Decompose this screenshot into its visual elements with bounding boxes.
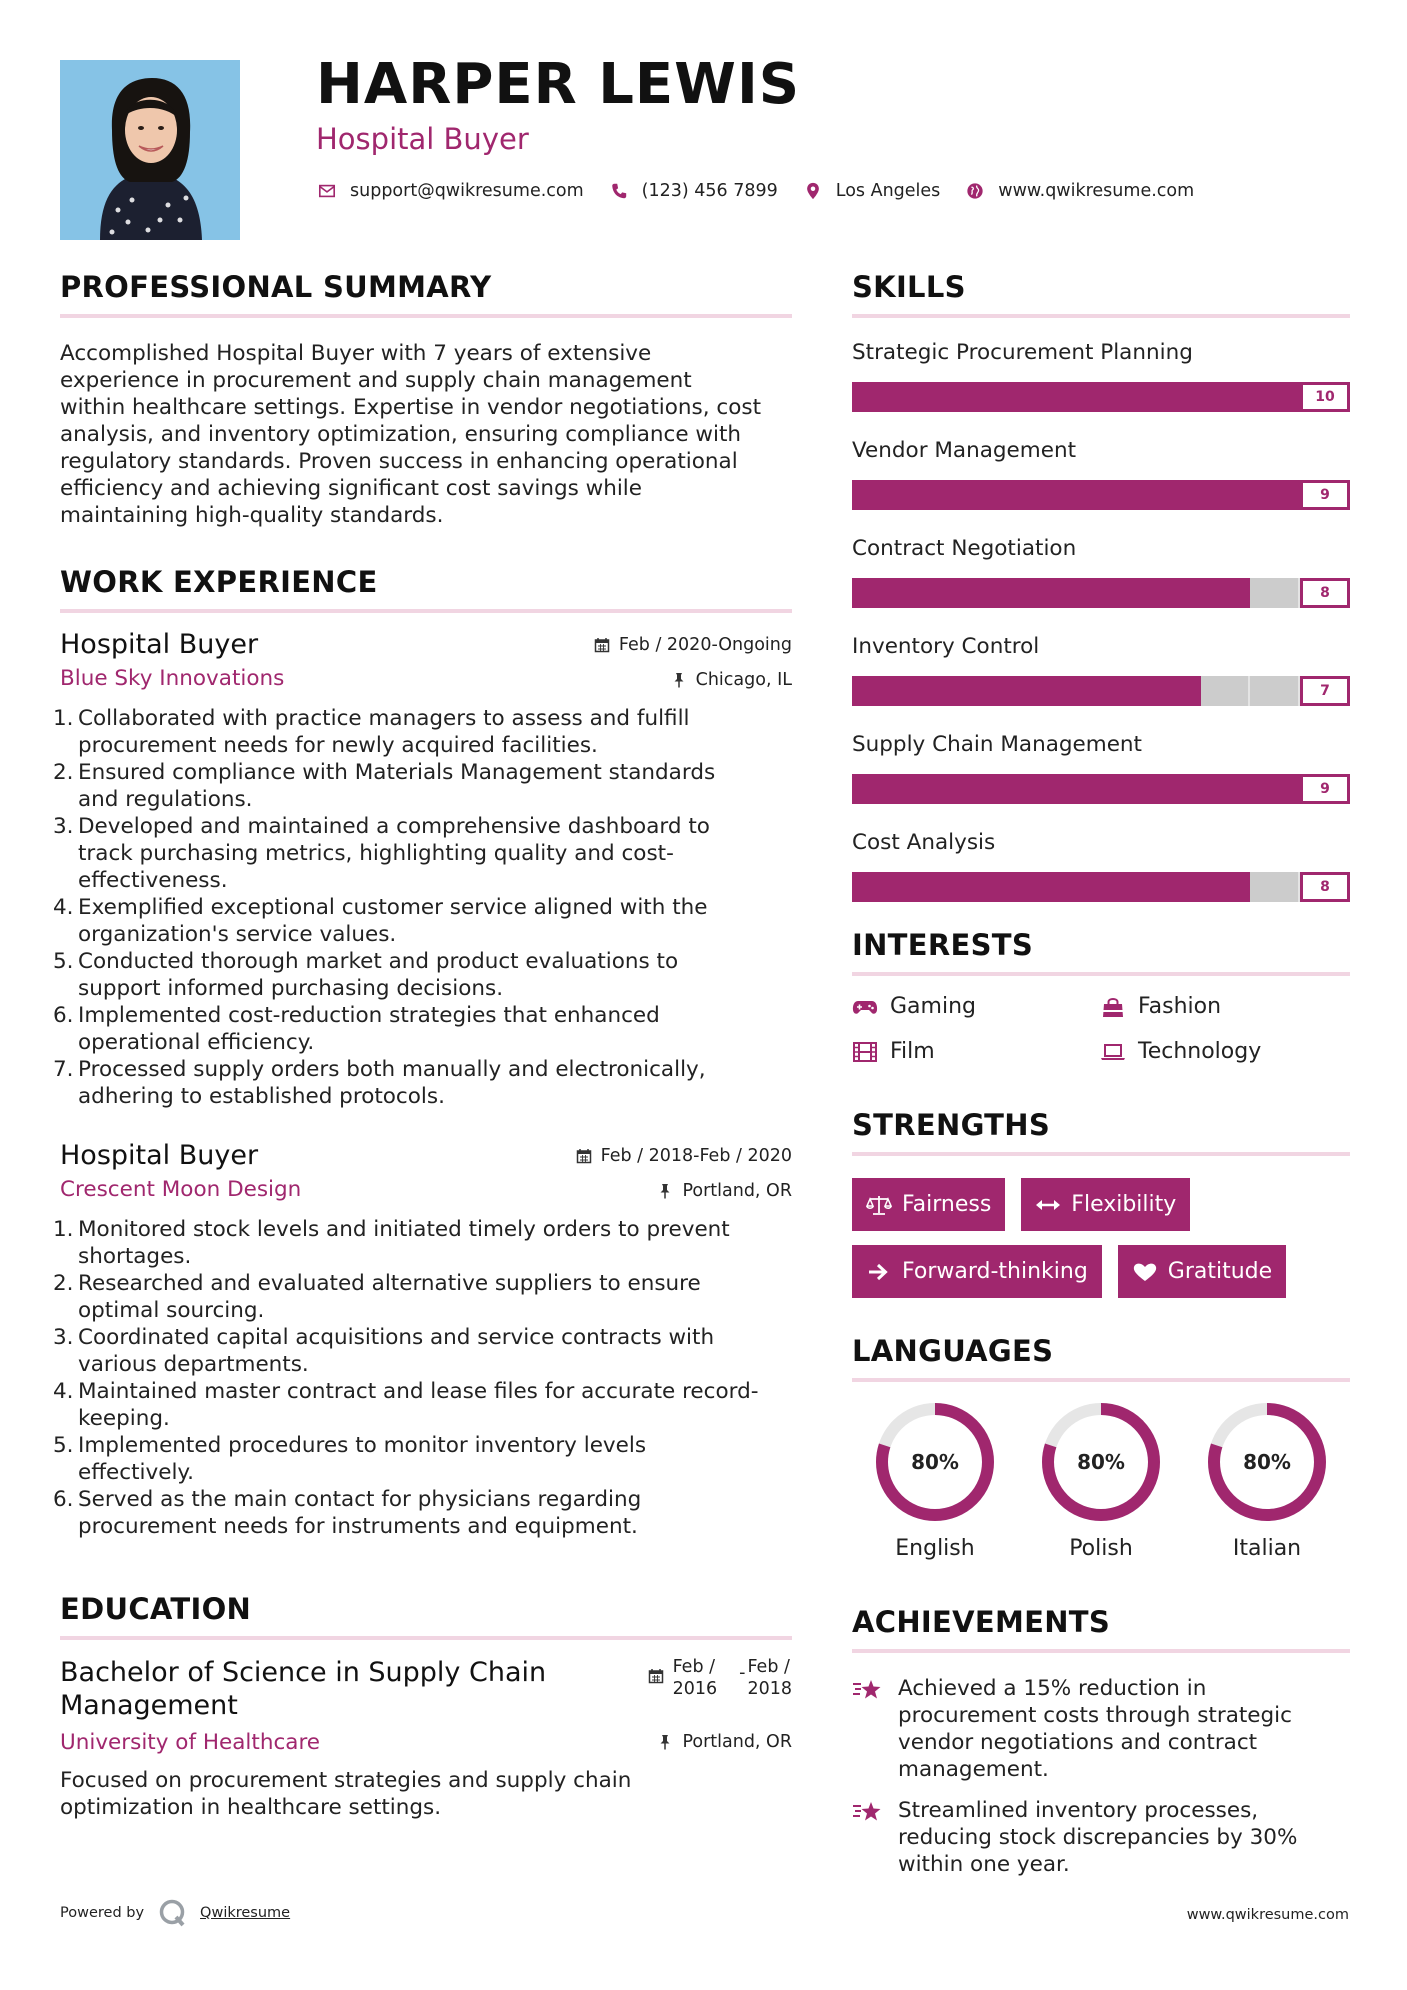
language-name: Italian <box>1232 1536 1302 1561</box>
left-column <box>53 270 792 1821</box>
job-title: Hospital Buyer <box>60 1140 259 1171</box>
company-name: Blue Sky Innovations <box>60 666 285 691</box>
school-name: University of Healthcare <box>60 1730 321 1755</box>
date-separator: - <box>739 1663 746 1683</box>
degree-line: Management <box>60 1690 238 1721</box>
job-location-text: Portland, OR <box>682 1181 792 1201</box>
skill-bar <box>852 774 1350 804</box>
job-date <box>594 635 792 655</box>
bullet-line: Served as the main contact for physicians regarding <box>78 1487 642 1512</box>
skill-name: Supply Chain Management <box>852 732 1142 757</box>
summary-line: within healthcare settings. Expertise in vendor negotiations, cost <box>60 395 762 420</box>
language-item <box>1184 1400 1350 1561</box>
right-column <box>852 270 1350 1878</box>
description-line: Focused on procurement strategies and supply chain <box>60 1768 632 1793</box>
balance-scale-icon <box>866 1194 892 1216</box>
list-number: 5. <box>53 949 74 974</box>
email-text: support@qwikresume.com <box>350 181 584 201</box>
bullet-line: Exemplified exceptional customer service aligned with the <box>78 895 708 920</box>
list-number: 4. <box>53 895 74 920</box>
contact-website[interactable] <box>964 180 1194 202</box>
summary-line: Accomplished Hospital Buyer with 7 years of extensive <box>60 341 652 366</box>
language-percent: 80% <box>1243 1450 1291 1474</box>
list-item <box>53 948 792 1002</box>
calendar-icon <box>576 1148 592 1164</box>
strength-label: Forward-thinking <box>902 1259 1088 1284</box>
skill-score: 8 <box>1300 872 1350 902</box>
bullet-line: effectiveness. <box>78 868 228 893</box>
strength-label: Flexibility <box>1071 1192 1177 1217</box>
film-icon <box>852 1041 878 1063</box>
achievements-heading: ACHIEVEMENTS <box>852 1605 1350 1653</box>
interest-label: Technology <box>1138 1039 1262 1064</box>
list-item <box>53 1056 792 1110</box>
bullet-line: Implemented cost-reduction strategies that enhanced <box>78 1003 660 1028</box>
list-item <box>53 894 792 948</box>
skill-bar-fill <box>852 872 1250 902</box>
strength-chip <box>1118 1245 1286 1298</box>
bullet-line: Collaborated with practice managers to assess and fulfill <box>78 706 690 731</box>
job-date <box>576 1146 792 1166</box>
achievement-line: within one year. <box>898 1852 1070 1877</box>
list-number: 1. <box>53 706 74 731</box>
school-location <box>657 1732 792 1752</box>
skill-bar <box>852 676 1350 706</box>
bullet-line: Conducted thorough market and product evaluations to <box>78 949 679 974</box>
list-item <box>53 1432 792 1486</box>
skill-bar-fill <box>852 382 1350 412</box>
bullet-line: procurement needs for instruments and equipment. <box>78 1514 638 1539</box>
skill-name: Contract Negotiation <box>852 536 1077 561</box>
interests-list <box>852 994 1350 1064</box>
job-title: Hospital Buyer <box>60 629 259 660</box>
skill-bar-segment <box>1250 676 1300 706</box>
education-description <box>60 1767 792 1821</box>
calendar-icon <box>648 1668 664 1684</box>
strength-chip <box>852 1245 1102 1298</box>
bullet-line: effectively. <box>78 1460 194 1485</box>
job-location <box>657 1181 792 1201</box>
interest-label: Film <box>890 1039 935 1064</box>
pushpin-icon <box>671 672 687 688</box>
achievement-text <box>898 1797 1297 1878</box>
skill-name: Strategic Procurement Planning <box>852 340 1193 365</box>
list-item <box>53 1378 792 1432</box>
bullet-line: Implemented procedures to monitor inventory levels <box>78 1433 647 1458</box>
date-line: 2016 <box>672 1679 718 1699</box>
skill-score: 9 <box>1300 480 1350 510</box>
language-ring <box>1039 1400 1163 1524</box>
skill-score: 8 <box>1300 578 1350 608</box>
education-entry <box>60 1656 792 1722</box>
skills-heading: SKILLS <box>852 270 1350 318</box>
summary-line: regulatory standards. Proven success in enhancing operational <box>60 449 738 474</box>
skill-name: Vendor Management <box>852 438 1076 463</box>
languages-heading: LANGUAGES <box>852 1334 1350 1382</box>
skill-bar <box>852 480 1350 510</box>
language-percent: 80% <box>1077 1450 1125 1474</box>
bullet-line: keeping. <box>78 1406 170 1431</box>
languages-list <box>852 1400 1350 1561</box>
job-bullets <box>53 705 792 1110</box>
bullet-line: shortages. <box>78 1244 192 1269</box>
description-line: optimization in healthcare settings. <box>60 1795 442 1820</box>
job-date-text: Feb / 2020-Ongoing <box>618 635 792 655</box>
skill-score: 10 <box>1300 382 1350 412</box>
list-item <box>53 813 792 894</box>
education-dates <box>648 1656 792 1722</box>
bullet-line: Coordinated capital acquisitions and service contracts with <box>78 1325 715 1350</box>
candidate-title: Hospital Buyer <box>316 122 529 156</box>
contact-phone[interactable] <box>608 180 778 202</box>
brand-link[interactable]: Qwikresume <box>200 1905 291 1921</box>
summary-line: experience in procurement and supply chain management <box>60 368 692 393</box>
pushpin-icon <box>657 1183 673 1199</box>
phone-icon <box>608 180 630 202</box>
summary-line: maintaining high-quality standards. <box>60 503 444 528</box>
skill-bar-fill <box>852 578 1250 608</box>
experience-heading: WORK EXPERIENCE <box>60 565 792 613</box>
list-number: 1. <box>53 1217 74 1242</box>
skill-name: Inventory Control <box>852 634 1040 659</box>
bullet-line: optimal sourcing. <box>78 1298 265 1323</box>
list-number: 2. <box>53 760 74 785</box>
skill-bar-segment <box>1250 872 1300 902</box>
achievement-line: Streamlined inventory processes, <box>898 1798 1259 1823</box>
degree-line: Bachelor of Science in Supply Chain <box>60 1657 547 1688</box>
skill-item <box>852 830 1350 902</box>
skill-item <box>852 438 1350 510</box>
bullet-line: Maintained master contract and lease files for accurate record- <box>78 1379 759 1404</box>
company-name: Crescent Moon Design <box>60 1177 302 1202</box>
skill-score: 7 <box>1300 676 1350 706</box>
footer-website[interactable]: www.qwikresume.com <box>1186 1907 1349 1923</box>
list-item <box>53 759 792 813</box>
skill-item <box>852 536 1350 608</box>
list-item <box>53 1486 792 1540</box>
interests-heading: INTERESTS <box>852 928 1350 976</box>
heart-icon <box>1132 1261 1158 1283</box>
education-heading: EDUCATION <box>60 1592 792 1640</box>
shooting-star-icon <box>852 1676 884 1704</box>
list-number: 5. <box>53 1433 74 1458</box>
footer-powered-by <box>60 1898 290 1928</box>
bullet-line: Researched and evaluated alternative suppliers to ensure <box>78 1271 701 1296</box>
shooting-star-icon <box>852 1798 884 1826</box>
skill-bar-fill <box>852 774 1300 804</box>
language-name: Polish <box>1069 1536 1133 1561</box>
date-line: Feb / <box>747 1657 790 1677</box>
education-start <box>673 1656 718 1700</box>
profile-photo <box>60 60 240 240</box>
bullet-line: and regulations. <box>78 787 253 812</box>
list-item <box>53 1324 792 1378</box>
laptop-icon <box>1100 1041 1126 1063</box>
achievement-item <box>852 1675 1350 1783</box>
date-line: 2018 <box>747 1679 792 1699</box>
strengths-list <box>852 1178 1350 1298</box>
candidate-name: HARPER LEWIS <box>316 52 801 117</box>
bullet-line: various departments. <box>78 1352 309 1377</box>
summary-line: efficiency and achieving significant cost savings while <box>60 476 643 501</box>
contact-email[interactable] <box>316 180 584 202</box>
strength-chip <box>852 1178 1005 1231</box>
date-line: Feb / <box>672 1657 716 1677</box>
achievement-line: vendor negotiations and contract <box>898 1730 1258 1755</box>
language-percent: 80% <box>911 1450 959 1474</box>
list-item <box>53 705 792 759</box>
skill-bar-fill <box>852 480 1300 510</box>
pushpin-icon <box>657 1734 673 1750</box>
contact-location <box>802 180 941 202</box>
list-number: 7. <box>53 1057 74 1082</box>
achievement-item <box>852 1797 1350 1878</box>
list-item <box>53 1002 792 1056</box>
strength-chip <box>1021 1178 1190 1231</box>
location-text: Los Angeles <box>835 181 941 201</box>
achievement-line: procurement costs through strategic <box>898 1703 1292 1728</box>
summary-heading: PROFESSIONAL SUMMARY <box>60 270 792 318</box>
bullet-line: Developed and maintained a comprehensive dashboard to <box>78 814 710 839</box>
interest-item <box>1100 1039 1348 1064</box>
language-item <box>1018 1400 1184 1561</box>
school-location-text: Portland, OR <box>682 1732 792 1752</box>
list-number: 4. <box>53 1379 74 1404</box>
skill-name: Cost Analysis <box>852 830 996 855</box>
calendar-icon <box>594 637 610 653</box>
list-number: 6. <box>53 1003 74 1028</box>
language-name: English <box>895 1536 975 1561</box>
list-number: 6. <box>53 1487 74 1512</box>
phone-text: (123) 456 7899 <box>641 181 778 201</box>
bullet-line: organization's service values. <box>78 922 397 947</box>
summary-text <box>60 340 792 529</box>
strength-label: Fairness <box>902 1192 992 1217</box>
skills-list <box>852 340 1350 902</box>
website-text: www.qwikresume.com <box>998 181 1195 201</box>
skill-score: 9 <box>1300 774 1350 804</box>
skill-item <box>852 634 1350 706</box>
portrait-illustration <box>60 60 240 240</box>
skill-bar <box>852 578 1350 608</box>
list-item <box>53 1216 792 1270</box>
list-item <box>53 1270 792 1324</box>
skill-bar-segment <box>1250 578 1300 608</box>
skill-item <box>852 732 1350 804</box>
map-pin-icon <box>802 180 824 202</box>
education-end <box>747 1656 792 1700</box>
skill-item <box>852 340 1350 412</box>
job-entry <box>53 629 792 1110</box>
skill-bar-fill <box>852 676 1201 706</box>
contact-bar <box>316 180 1218 202</box>
skill-bar <box>852 872 1350 902</box>
shopping-bag-icon <box>1100 996 1126 1018</box>
bullet-line: Processed supply orders both manually and electronically, <box>78 1057 706 1082</box>
globe-icon <box>964 180 986 202</box>
job-date-text: Feb / 2018-Feb / 2020 <box>600 1146 792 1166</box>
arrows-horizontal-icon <box>1035 1194 1061 1216</box>
list-number: 3. <box>53 814 74 839</box>
list-number: 2. <box>53 1271 74 1296</box>
degree-title <box>60 1656 546 1722</box>
skill-bar-segment <box>1201 676 1251 706</box>
bullet-line: support informed purchasing decisions. <box>78 976 504 1001</box>
achievement-line: Achieved a 15% reduction in <box>898 1676 1207 1701</box>
summary-line: analysis, and inventory optimization, ensuring compliance with <box>60 422 742 447</box>
skill-bar <box>852 382 1350 412</box>
achievement-text <box>898 1675 1292 1783</box>
qwikresume-logo-icon <box>158 1898 188 1928</box>
arrow-right-icon <box>866 1261 892 1283</box>
bullet-line: track purchasing metrics, highlighting quality and cost- <box>78 841 674 866</box>
language-item <box>852 1400 1018 1561</box>
interest-label: Gaming <box>890 994 976 1019</box>
bullet-line: operational efficiency. <box>78 1030 315 1055</box>
language-ring <box>1205 1400 1329 1524</box>
job-bullets <box>53 1216 792 1540</box>
interest-item <box>1100 994 1348 1019</box>
list-number: 3. <box>53 1325 74 1350</box>
job-location-text: Chicago, IL <box>695 670 792 690</box>
interest-item <box>852 1039 1100 1064</box>
bullet-line: Ensured compliance with Materials Management standards <box>78 760 716 785</box>
gamepad-icon <box>852 996 878 1018</box>
interest-label: Fashion <box>1138 994 1222 1019</box>
bullet-line: Monitored stock levels and initiated timely orders to prevent <box>78 1217 730 1242</box>
strength-label: Gratitude <box>1167 1259 1273 1284</box>
strengths-heading: STRENGTHS <box>852 1108 1350 1156</box>
job-location <box>671 670 792 690</box>
bullet-line: adhering to established protocols. <box>78 1084 445 1109</box>
achievement-line: management. <box>898 1757 1049 1782</box>
achievement-line: reducing stock discrepancies by 30% <box>898 1825 1298 1850</box>
language-ring <box>873 1400 997 1524</box>
interest-item <box>852 994 1100 1019</box>
powered-by-text: Powered by <box>60 1905 145 1921</box>
envelope-icon <box>316 180 338 202</box>
bullet-line: procurement needs for newly acquired facilities. <box>78 733 598 758</box>
job-entry <box>53 1140 792 1540</box>
